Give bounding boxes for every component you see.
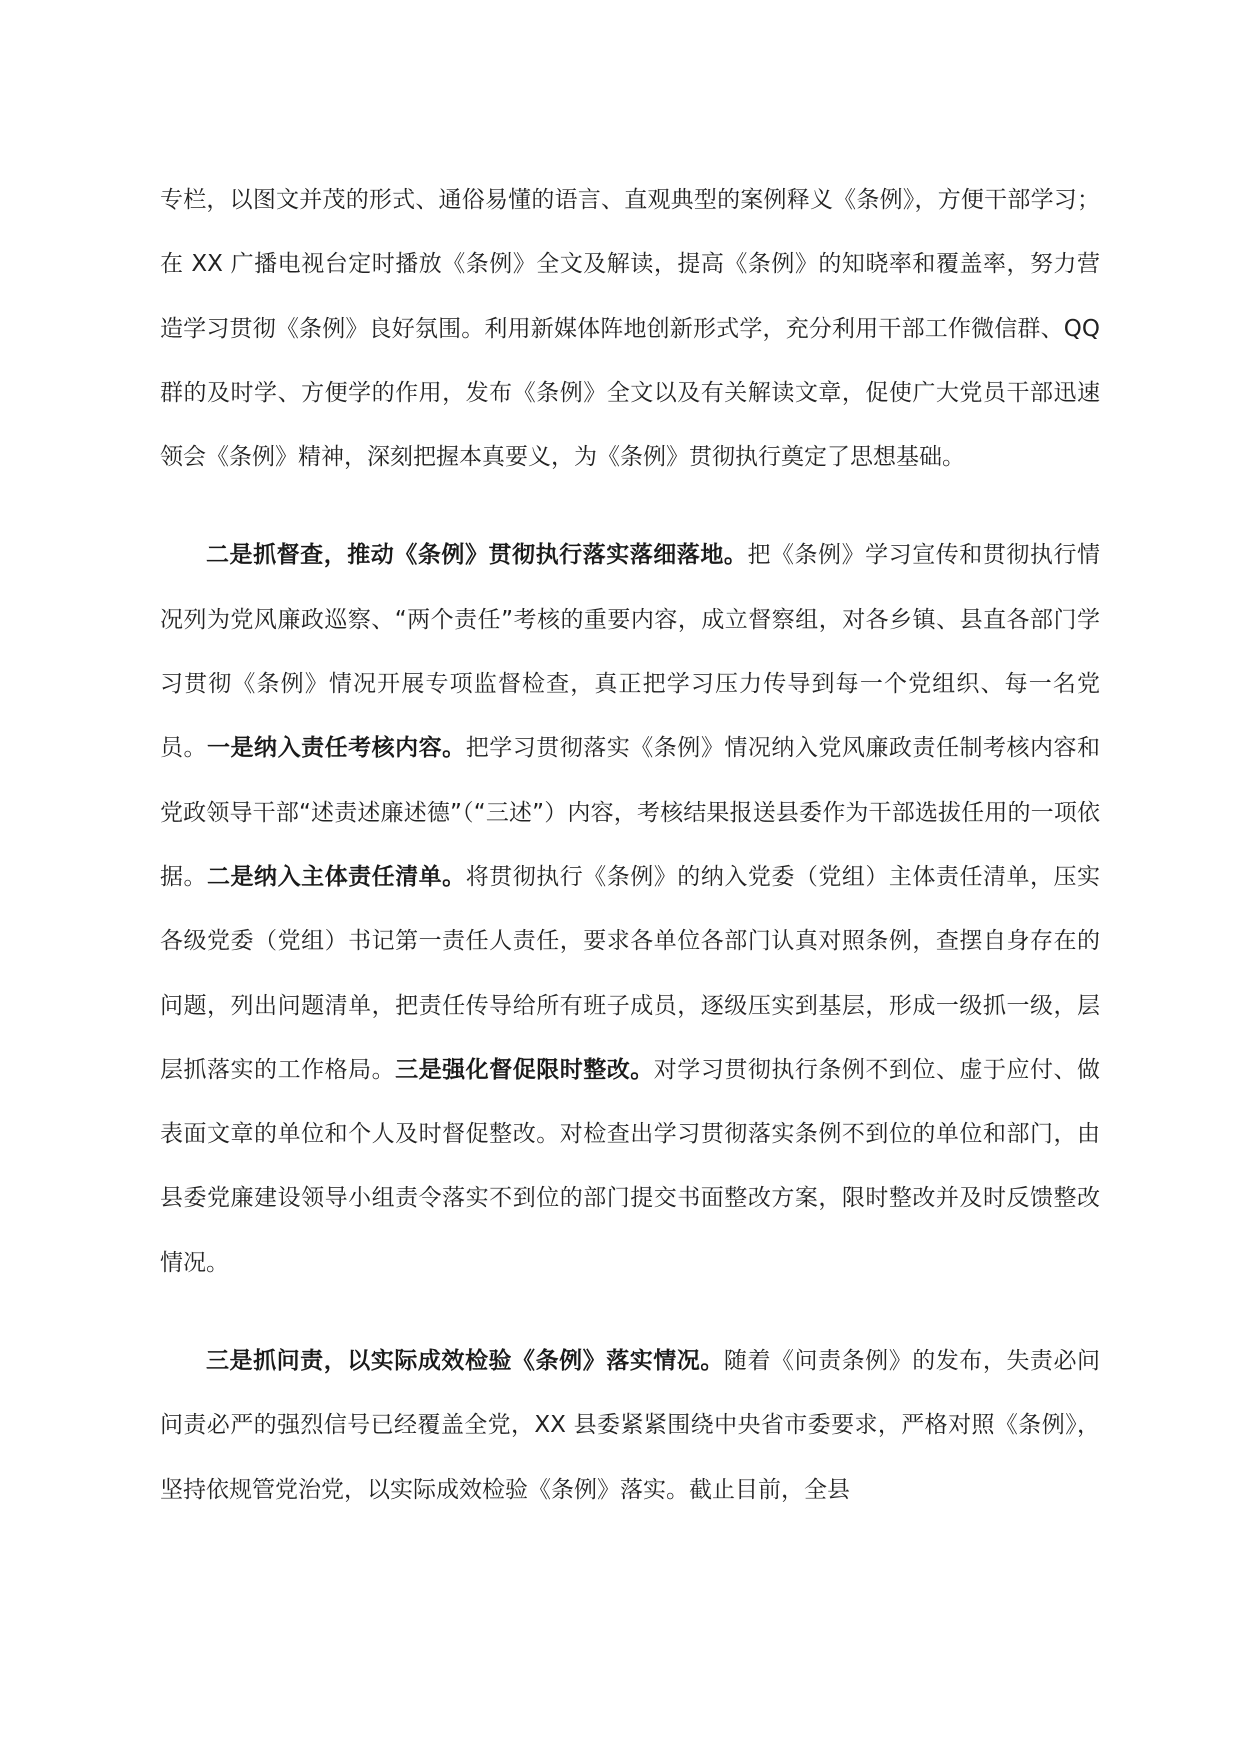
paragraph-2-subheading-3: 三是强化督促限时整改。 bbox=[395, 1056, 654, 1083]
paragraph-2-subheading-1: 一是纳入责任考核内容。 bbox=[207, 735, 466, 762]
paragraph-2-text-4: 对学习贯彻执行条例不到位、虚于应付、做表面文章的单位和个人及时督促整改。对检查出学习贯彻落实条例不到位的单位和部门，由县委党廉建设领导小组责令落实不到位的部门提交书面整改方案，限时整改并及时反馈整改情况。 bbox=[160, 1056, 1101, 1276]
paragraph-1-text: 专栏，以图文并茂的形式、通俗易懂的语言、直观典型的案例释义《条例》，方便干部学习；在 XX 广播电视台定时播放《条例》全文及解读，提高《条例》的知晓率和覆盖率，努力营造学习贯彻《条例》良好氛围。利用新媒体阵地创新形式学，充分利用干部工作微信群、QQ 群的及时学、方便学的作用，发布《条例》全文以及有关解读文章，促使广大党员干部迅速领会《条例》精神，深刻把握本真要义，为《条例》贯彻执行奠定了思想基础。 bbox=[160, 187, 1100, 471]
paragraph-2-subheading-2: 二是纳入主体责任清单。 bbox=[207, 863, 466, 890]
paragraph-1 bbox=[160, 168, 1100, 489]
paragraph-2-heading: 二是抓督查，推动《条例》贯彻执行落实落细落地。 bbox=[206, 542, 748, 569]
paragraph-3 bbox=[160, 1329, 1100, 1522]
paragraph-2-text-3: 将贯彻执行《条例》的纳入党委（党组）主体责任清单，压实各级党委（党组）书记第一责任人责任，要求各单位各部门认真对照条例，查摆自身存在的问题，列出问题清单，把责任传导给所有班子成员，逐级压实到基层，形成一级抓一级，层层抓落实的工作格局。 bbox=[160, 863, 1101, 1083]
paragraph-3-heading: 三是抓问责，以实际成效检验《条例》落实情况。 bbox=[206, 1348, 724, 1375]
paragraph-gap bbox=[160, 1295, 1100, 1329]
paragraph-2-text-1: 把《条例》学习宣传和贯彻执行情况列为党风廉政巡察、“两个责任”考核的重要内容，成立督察组，对各乡镇、县直各部门学习贯彻《条例》情况开展专项监督检查，真正把学习压力传导到每一个党组织、每一名党员。 bbox=[160, 542, 1101, 762]
paragraph-gap bbox=[160, 489, 1100, 523]
paragraph-2 bbox=[160, 523, 1100, 1295]
paragraph-2-text-2: 把学习贯彻落实《条例》情况纳入党风廉政责任制考核内容和党政领导干部“述责述廉述德”（“三述”）内容，考核结果报送县委作为干部选拔任用的一项依据。 bbox=[160, 735, 1101, 890]
document-body bbox=[160, 168, 1100, 1522]
paragraph-3-text: 随着《问责条例》的发布，失责必问问责必严的强烈信号已经覆盖全党，XX 县委紧紧围绕中央省市委要求，严格对照《条例》，坚持依规管党治党，以实际成效检验《条例》落实。截止目前，全县 bbox=[160, 1348, 1101, 1503]
